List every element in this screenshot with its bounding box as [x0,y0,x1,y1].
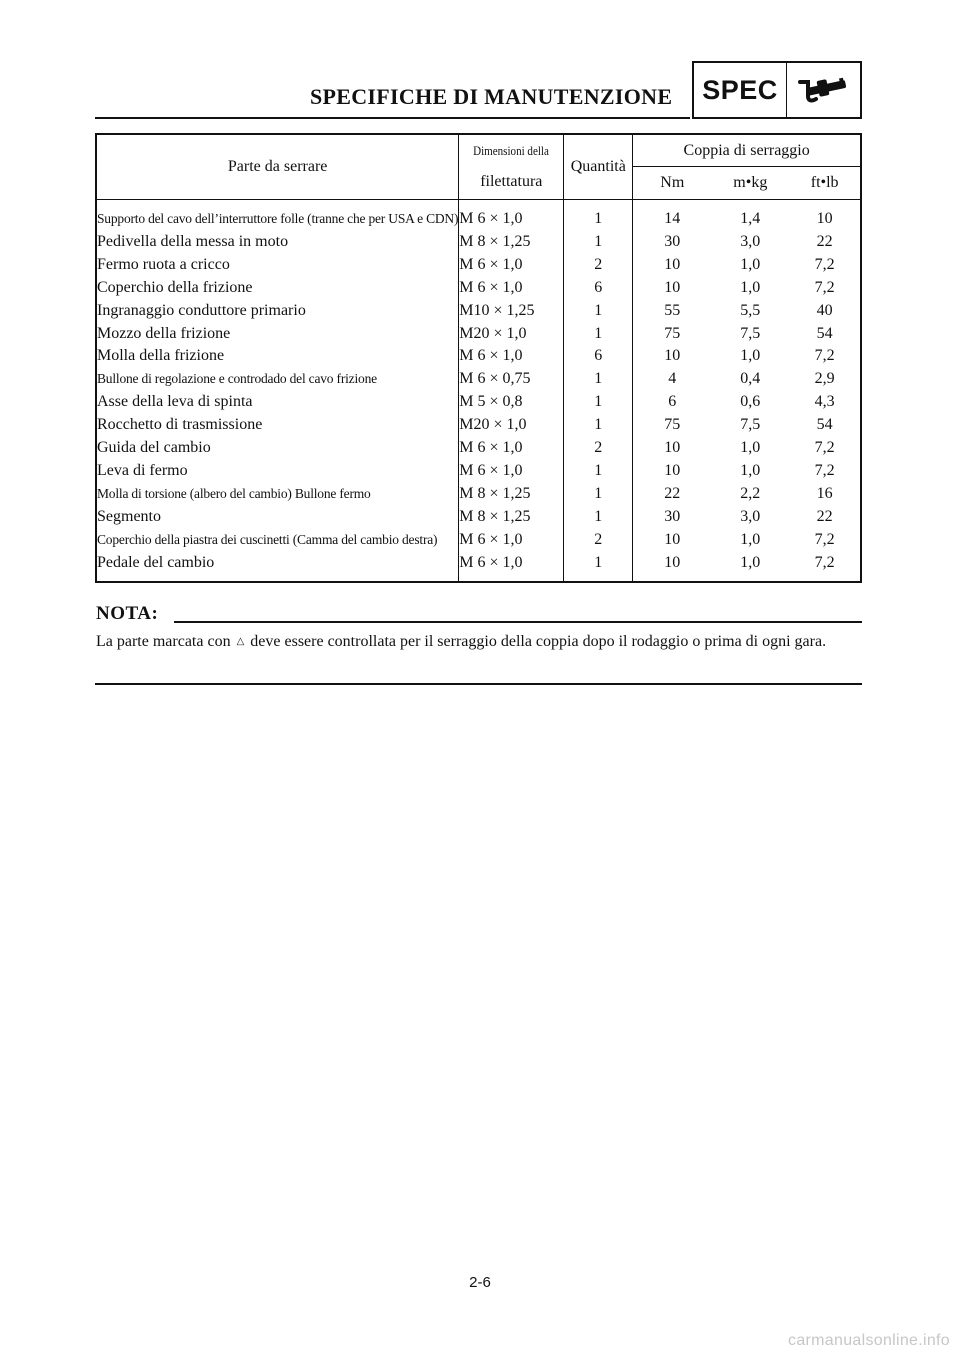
cell-torque-nm: 4 [668,370,677,388]
cell-part: Mozzo della frizione [96,323,459,346]
cell-quantity: 1 [564,460,633,483]
watermark: carmanualsonline.info [788,1332,950,1349]
cell-torque-mkg: 3,0 [740,507,761,525]
nota-text-after: deve essere controllata per il serraggio della coppia dopo il rodaggio o prima di ogni gara. [250,633,827,650]
table-body [96,200,861,582]
cell-torque-mkg: 1,0 [740,255,761,273]
cell-part: Rocchetto di trasmissione [96,414,459,437]
page-title: SPECIFICHE DI MANUTENZIONE [310,84,673,109]
cell-torque-nm: 75 [664,416,681,434]
table-row [96,391,861,414]
nota-text-before: La parte marcata con [96,633,231,650]
cell-thread-size: M 6 × 1,0 [459,254,564,277]
cell-torque-mkg: 1,0 [740,553,761,571]
cell-torque-mkg: 7,5 [740,324,761,342]
table-row [96,506,861,529]
cell-torque-ftlb: 10 [816,210,833,227]
table-row [96,323,861,346]
cell-part: Bullone di regolazione e controdado del cavo frizione [96,368,459,391]
cell-quantity: 6 [564,277,633,300]
cell-torque-ftlb: 7,2 [814,461,835,479]
cell-part: Asse della leva di spinta [96,391,459,414]
table-row [96,414,861,437]
cell-thread-size: M 6 × 1,0 [459,552,564,582]
cell-torque-ftlb: 7,2 [814,347,835,365]
cell-torque-nm: 10 [664,255,681,273]
cell-torque-nm: 6 [668,393,677,411]
header-thread-size-bottom: filettatura [480,173,543,190]
cell-quantity: 1 [564,483,633,506]
cell-part: Pedivella della messa in moto [96,231,459,254]
cell-torque-mkg: 1,0 [740,461,761,479]
cell-quantity: 2 [564,529,633,552]
table-row [96,200,861,231]
cell-torque-mkg: 2,2 [740,484,761,502]
cell-part: Pedale del cambio [96,552,459,582]
table-row [96,254,861,277]
header-thread-size [459,134,564,200]
cell-thread-size: M10 × 1,25 [459,300,564,323]
cell-part: Supporto del cavo dell’interruttore folle (tranne che per USA e CDN) [96,200,459,231]
cell-quantity: 1 [564,414,633,437]
cell-torque-nm: 30 [664,507,681,525]
cell-torque-ftlb: 7,2 [814,530,835,548]
nota-text [96,632,862,652]
cell-quantity: 2 [564,437,633,460]
cell-thread-size: M 6 × 1,0 [459,277,564,300]
header-unit-ftlb: ft•lb [789,167,861,200]
cell-thread-size: M 6 × 1,0 [459,529,564,552]
cell-torque-ftlb: 7,2 [814,439,835,457]
cell-quantity: 1 [564,506,633,529]
cell-quantity: 1 [564,391,633,414]
cell-torque-ftlb: 4,3 [814,393,835,411]
header-torque: Coppia di serraggio [633,134,861,167]
cell-part: Coperchio della piastra dei cuscinetti (Camma del cambio destra) [96,529,459,552]
cell-torque-ftlb: 7,2 [814,278,835,296]
cell-torque-ftlb: 2,9 [814,370,835,388]
cell-thread-size: M20 × 1,0 [459,323,564,346]
table-row [96,552,861,582]
cell-torque-nm: 22 [664,484,681,502]
header-unit-nm: Nm [633,167,712,200]
cell-thread-size: M 6 × 0,75 [459,368,564,391]
cell-part: Ingranaggio conduttore primario [96,300,459,323]
cell-thread-size: M 8 × 1,25 [459,231,564,254]
cell-torque-ftlb: 7,2 [814,255,835,273]
title-underline [95,117,690,119]
cell-torque-mkg: 0,4 [740,370,761,388]
cell-torque-mkg: 7,5 [740,416,761,434]
cell-torque-nm: 10 [664,553,681,571]
table-row [96,277,861,300]
cell-thread-size: M20 × 1,0 [459,414,564,437]
cell-thread-size: M 8 × 1,25 [459,506,564,529]
cell-torque-ftlb: 54 [816,416,833,434]
cell-quantity: 1 [564,200,633,231]
header-quantity: Quantità [564,134,633,200]
table-row [96,529,861,552]
spec-badge-label: SPEC [694,63,787,117]
cell-torque-mkg: 5,5 [740,301,761,319]
cell-torque-mkg: 1,0 [740,530,761,548]
table-row [96,437,861,460]
cell-torque-nm: 75 [664,324,681,342]
table-row [96,300,861,323]
cell-quantity: 6 [564,345,633,368]
cell-torque-ftlb: 22 [816,232,833,250]
cell-torque-ftlb: 54 [816,324,833,342]
cell-torque-mkg: 1,0 [740,439,761,457]
cell-thread-size: M 6 × 1,0 [459,345,564,368]
cell-torque-nm: 10 [664,461,681,479]
nota-bottom-rule [95,683,862,685]
table-row [96,483,861,506]
cell-thread-size: M 5 × 0,8 [459,391,564,414]
cell-torque-nm: 10 [664,439,681,457]
cell-torque-nm: 14 [664,210,681,227]
table-row [96,345,861,368]
cell-part: Molla della frizione [96,345,459,368]
cell-torque-nm: 10 [664,530,681,548]
cell-torque-ftlb: 7,2 [814,553,835,571]
torque-spec-table [95,133,862,583]
cell-quantity: 1 [564,368,633,391]
cell-thread-size: M 6 × 1,0 [459,460,564,483]
cell-part: Leva di fermo [96,460,459,483]
cell-torque-nm: 10 [664,347,681,365]
cell-thread-size: M 8 × 1,25 [459,483,564,506]
cell-quantity: 1 [564,323,633,346]
caliper-icon [787,63,860,117]
cell-torque-mkg: 3,0 [740,232,761,250]
cell-torque-mkg: 1,4 [740,210,761,227]
cell-quantity: 2 [564,254,633,277]
cell-torque-mkg: 0,6 [740,393,761,411]
cell-part: Coperchio della frizione [96,277,459,300]
nota-title: NOTA: [96,603,159,624]
table-row [96,231,861,254]
cell-torque-nm: 30 [664,232,681,250]
cell-torque-nm: 10 [664,278,681,296]
triangle-marker-icon: △ [236,636,245,647]
cell-torque-ftlb: 16 [816,484,833,502]
cell-torque-ftlb: 40 [816,301,833,319]
cell-quantity: 1 [564,552,633,582]
cell-part: Fermo ruota a cricco [96,254,459,277]
cell-torque-ftlb: 22 [816,507,833,525]
header-part: Parte da serrare [96,134,459,200]
cell-quantity: 1 [564,300,633,323]
cell-part: Guida del cambio [96,437,459,460]
cell-torque-mkg: 1,0 [740,278,761,296]
cell-quantity: 1 [564,231,633,254]
spec-badge [692,61,862,119]
page-number: 2-6 [469,1274,491,1291]
cell-thread-size: M 6 × 1,0 [459,200,564,231]
header-thread-size-top: Dimensioni della [473,143,550,158]
cell-thread-size: M 6 × 1,0 [459,437,564,460]
cell-torque-nm: 55 [664,301,681,319]
nota-rule [174,621,862,623]
cell-part: Molla di torsione (albero del cambio) Bullone fermo [96,483,459,506]
table-row [96,460,861,483]
cell-part: Segmento [96,506,459,529]
table-row [96,368,861,391]
cell-torque-mkg: 1,0 [740,347,761,365]
header-unit-mkg: m•kg [711,167,789,200]
